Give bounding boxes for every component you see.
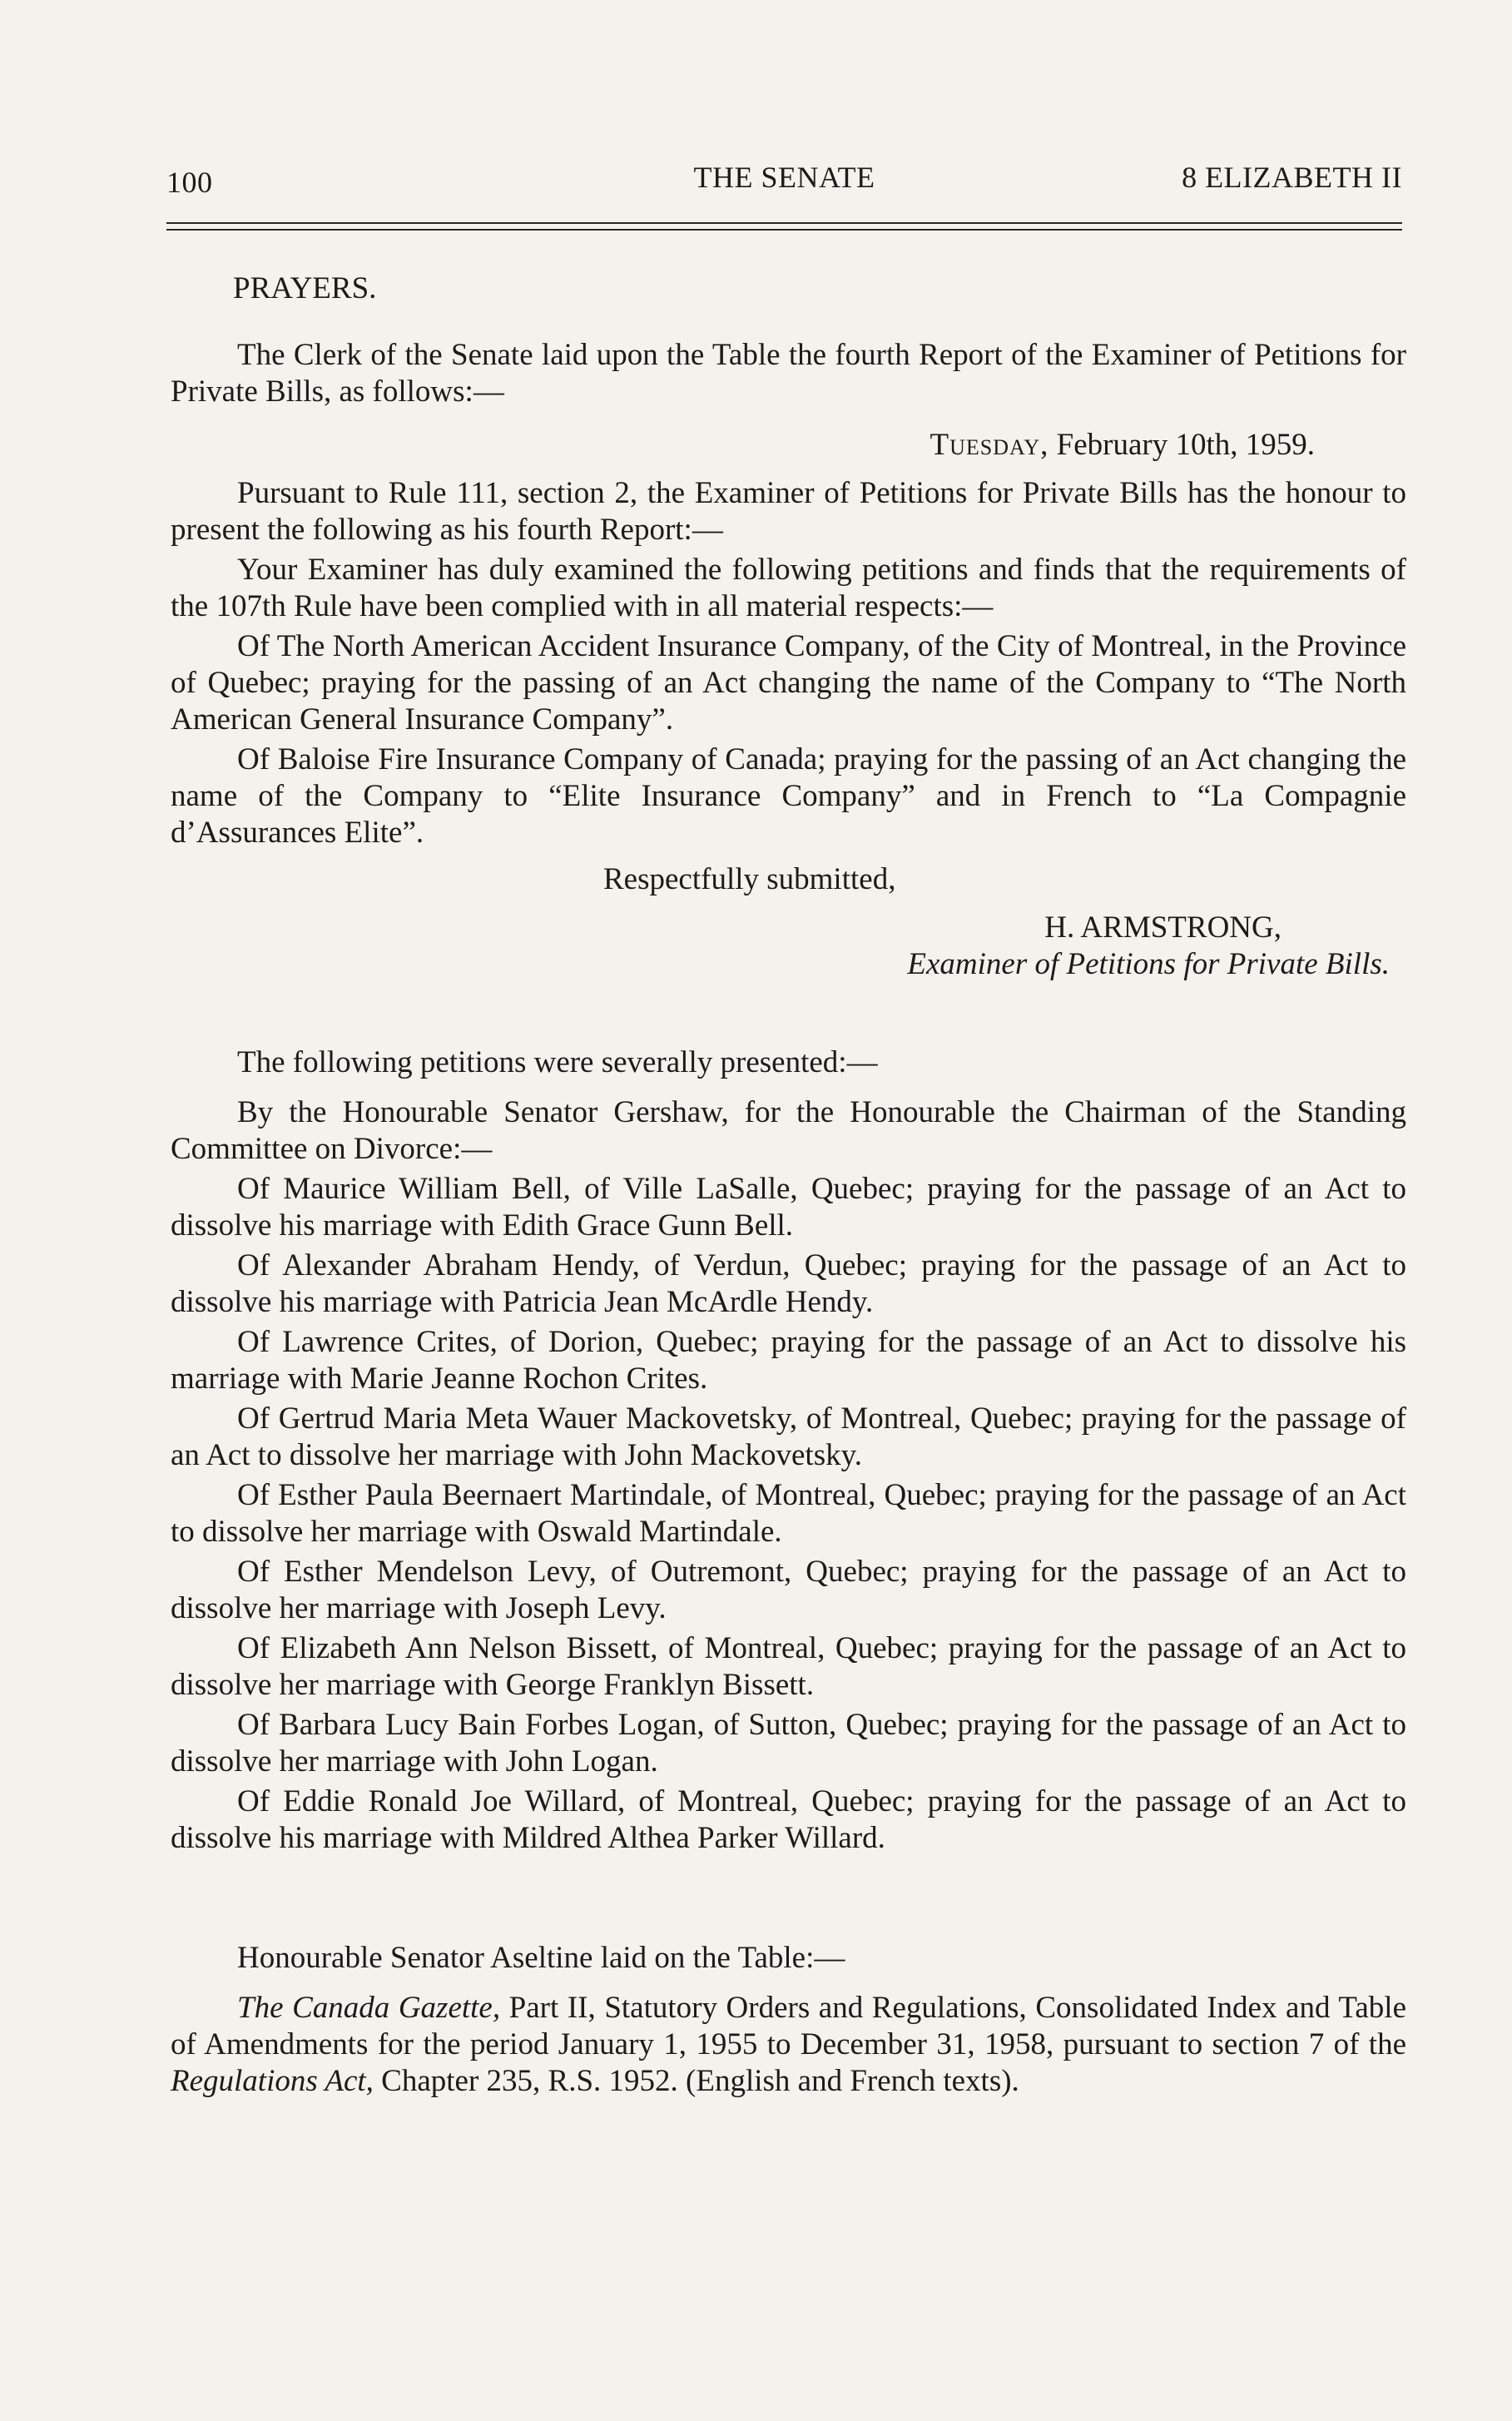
closing: Respectfully submitted, xyxy=(603,862,896,896)
petition-item: Of Gertrud Maria Meta Wauer Mackovetsky, of Montreal, Quebec; praying for the passage of an Act to dissolve her marriage with John Mackovetsky. xyxy=(171,1402,1406,1472)
petition-item: Of Maurice William Bell, of Ville LaSalle, Quebec; praying for the passage of an Act to dissolve his marriage with Edith Grace Gunn Bell. xyxy=(171,1172,1406,1243)
page-number: 100 xyxy=(166,166,213,199)
petition-item: Of Lawrence Crites, of Dorion, Quebec; praying for the passage of an Act to dissolve his marriage with Marie Jeanne Rochon Crites. xyxy=(171,1325,1406,1396)
report-paragraph: Of Baloise Fire Insurance Company of Canada; praying for the passing of an Act changing the name of the Company to “Elite Insurance Company” and in French to “La Compagnie d’Assurances Elite”. xyxy=(171,742,1406,850)
prayers-heading: PRAYERS. xyxy=(233,271,377,305)
report-paragraph: Your Examiner has duly examined the following petitions and finds that the requirements of the 107th Rule have been complied with in all material respects:— xyxy=(171,553,1406,623)
signatory-name: H. ARMSTRONG, xyxy=(1044,910,1281,945)
page-header xyxy=(166,155,1402,205)
header-rule-top xyxy=(166,222,1402,224)
report-date-day: Tuesday, xyxy=(930,428,1049,462)
regnal-year: 8 ELIZABETH II xyxy=(1182,161,1402,194)
report-date-rest: February 10th, 1959. xyxy=(1048,428,1315,462)
tabled-text-2: Chapter 235, R.S. 1952. (English and French texts). xyxy=(373,2064,1019,2098)
running-title: THE SENATE xyxy=(693,161,875,194)
header-rule-bottom xyxy=(166,229,1402,231)
petition-item: Of Esther Mendelson Levy, of Outremont, Quebec; praying for the passage of an Act to dissolve her marriage with Joseph Levy. xyxy=(171,1555,1406,1625)
clerk-paragraph: The Clerk of the Senate laid upon the Table the fourth Report of the Examiner of Petitions for Private Bills, as follows:— xyxy=(171,338,1406,409)
petition-item: Of Eddie Ronald Joe Willard, of Montreal, Quebec; praying for the passage of an Act to dissolve his marriage with Mildred Althea Parker Willard. xyxy=(171,1784,1406,1855)
report-date xyxy=(171,427,1406,464)
petition-item: Of Barbara Lucy Bain Forbes Logan, of Sutton, Quebec; praying for the passage of an Act to dissolve her marriage with John Logan. xyxy=(171,1708,1406,1779)
act-title: Regulations Act, xyxy=(171,2064,374,2098)
tabled-text-1: Part II, Statutory Orders and Regulations, Consolidated Index and Table of Amendments for the period January 1, 1955 to December 31, 1958, pursuant to section 7 of the xyxy=(171,1991,1406,2061)
signatory-title: Examiner of Petitions for Private Bills. xyxy=(907,947,1390,981)
tabled-document xyxy=(171,1990,1406,2100)
report-paragraph: Of The North American Accident Insurance Company, of the City of Montreal, in the Province of Quebec; praying for the passing of an Act changing the name of the Company to “The North American General Insurance Company”. xyxy=(171,629,1406,737)
petition-item: Of Esther Paula Beernaert Martindale, of Montreal, Quebec; praying for the passage of an Act to dissolve her marriage with Oswald Martindale. xyxy=(171,1478,1406,1549)
presenter-paragraph: By the Honourable Senator Gershaw, for the Honourable the Chairman of the Standing Committee on Divorce:— xyxy=(171,1095,1406,1166)
gazette-title: The Canada Gazette, xyxy=(237,1991,501,2025)
petition-item: Of Elizabeth Ann Nelson Bissett, of Montreal, Quebec; praying for the passage of an Act to dissolve her marriage with George Franklyn Bissett. xyxy=(171,1631,1406,1702)
petition-item: Of Alexander Abraham Hendy, of Verdun, Quebec; praying for the passage of an Act to dissolve his marriage with Patricia Jean McArdle Hendy. xyxy=(171,1248,1406,1319)
page-body xyxy=(171,254,1406,2103)
report-paragraph: Pursuant to Rule 111, section 2, the Examiner of Petitions for Private Bills has the honour to present the following as his fourth Report:— xyxy=(171,476,1406,547)
petitions-intro: The following petitions were severally presented:— xyxy=(237,1045,878,1079)
tabled-intro: Honourable Senator Aseltine laid on the Table:— xyxy=(237,1941,845,1975)
